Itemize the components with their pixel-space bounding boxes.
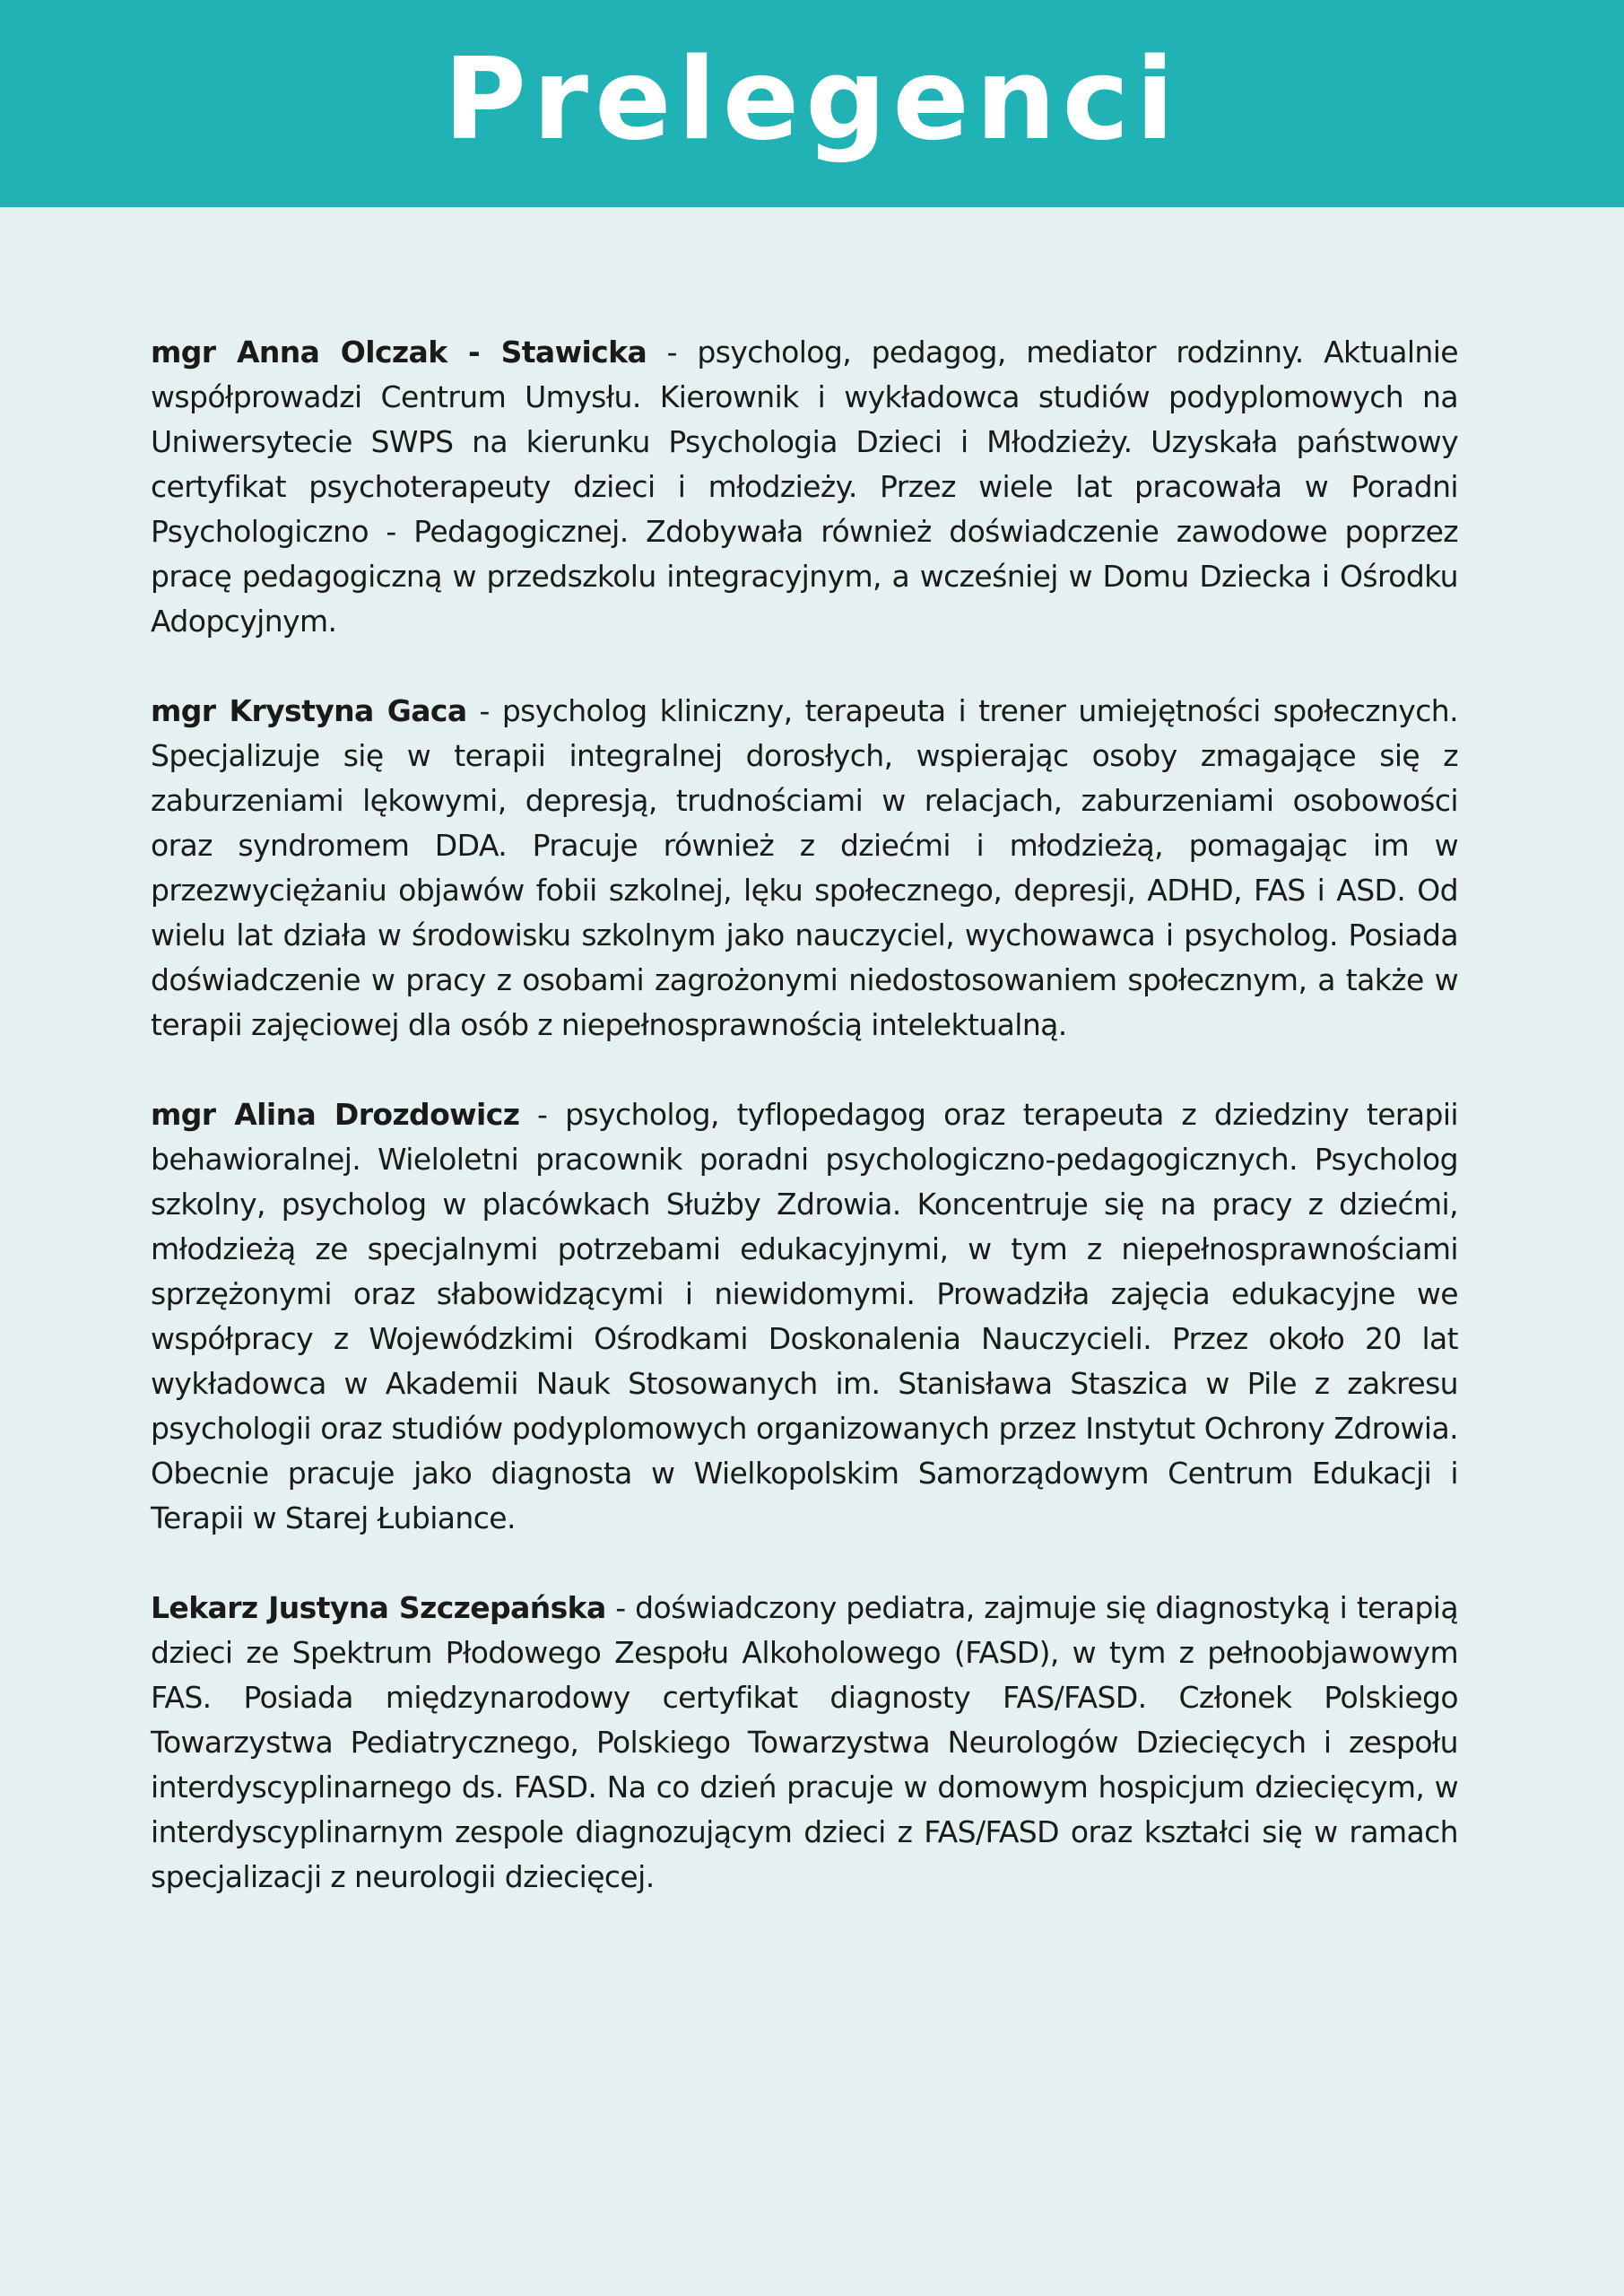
speaker-bio [151,330,1458,644]
speaker-name: mgr Alina Drozdowicz [151,1097,520,1132]
speaker-name: mgr Krystyna Gaca [151,693,467,728]
speaker-name: mgr Anna Olczak - Stawicka [151,335,647,370]
speaker-description: - psycholog kliniczny, terapeuta i trener umiejętności społecznych. Specjalizuje się w terapii integralnej dorosłych, wspierając osoby zmagające się z zaburzeniami lękowymi, depresją, trudnościami w relacjach, zaburzeniami osobowości oraz syndromem DDA. Pracuje również z dziećmi i młodzieżą, pomagając im w przezwyciężaniu objawów fobii szkolnej, lęku społecznego, depresji, ADHD, FAS i ASD. Od wielu lat działa w środowisku szkolnym jako nauczyciel, wychowawca i psycholog. Posiada doświadczenie w pracy z osobami zagrożonymi niedostosowaniem społecznym, a także w terapii zajęciowej dla osób z niepełnosprawnością intelektualną. [151,693,1458,1042]
speaker-name: Lekarz Justyna Szczepańska [151,1590,606,1625]
page-title: Prelegenci [443,32,1181,165]
speaker-description: - psycholog, tyflopedagog oraz terapeuta z dziedziny terapii behawioralnej. Wieloletni pracownik poradni psychologiczno-pedagogicznych. Psycholog szkolny, psycholog w placówkach Służby Zdrowia. Koncentruje się na pracy z dziećmi, młodzieżą ze specjalnymi potrzebami edukacyjnymi, w tym z niepełnosprawnościami sprzężonymi oraz słabowidzącymi i niewidomymi. Prowadziła zajęcia edukacyjne we współpracy z Wojewódzkimi Ośrodkami Doskonalenia Nauczycieli. Przez około 20 lat wykładowca w Akademii Nauk Stosowanych im. Stanisława Staszica w Pile z zakresu psychologii oraz studiów podyplomowych organizowanych przez Instytut Ochrony Zdrowia. Obecnie pracuje jako diagnosta w Wielkopolskim Samorządowym Centrum Edukacji i Terapii w Starej Łubiance. [151,1097,1458,1535]
speaker-description: - doświadczony pediatra, zajmuje się diagnostyką i terapią dzieci ze Spektrum Płodowego Zespołu Alkoholowego (FASD), w tym z pełnoobjawowym FAS. Posiada międzynarodowy certyfikat diagnosty FAS/FASD. Członek Polskiego Towarzystwa Pediatrycznego, Polskiego Towarzystwa Neurologów Dziecięcych i zespołu interdyscyplinarnego ds. FASD. Na co dzień pracuje w domowym hospicjum dziecięcym, w interdyscyplinarnym zespole diagnozującym dzieci z FAS/FASD oraz kształci się w ramach specjalizacji z neurologii dziecięcej. [151,1590,1458,1894]
speaker-bio [151,1586,1458,1900]
speakers-list [151,330,1458,1944]
speaker-bio [151,689,1458,1048]
page-header [0,0,1624,207]
speaker-description: - psycholog, pedagog, mediator rodzinny. Aktualnie współprowadzi Centrum Umysłu. Kierownik i wykładowca studiów podyplomowych na Uniwersytecie SWPS na kierunku Psychologia Dzieci i Młodzieży. Uzyskała państwowy certyfikat psychoterapeuty dzieci i młodzieży. Przez wiele lat pracowała w Poradni Psychologiczno - Pedagogicznej. Zdobywała również doświadczenie zawodowe poprzez pracę pedagogiczną w przedszkolu integracyjnym, a wcześniej w Domu Dziecka i Ośrodku Adopcyjnym. [151,335,1458,639]
speaker-bio [151,1092,1458,1541]
